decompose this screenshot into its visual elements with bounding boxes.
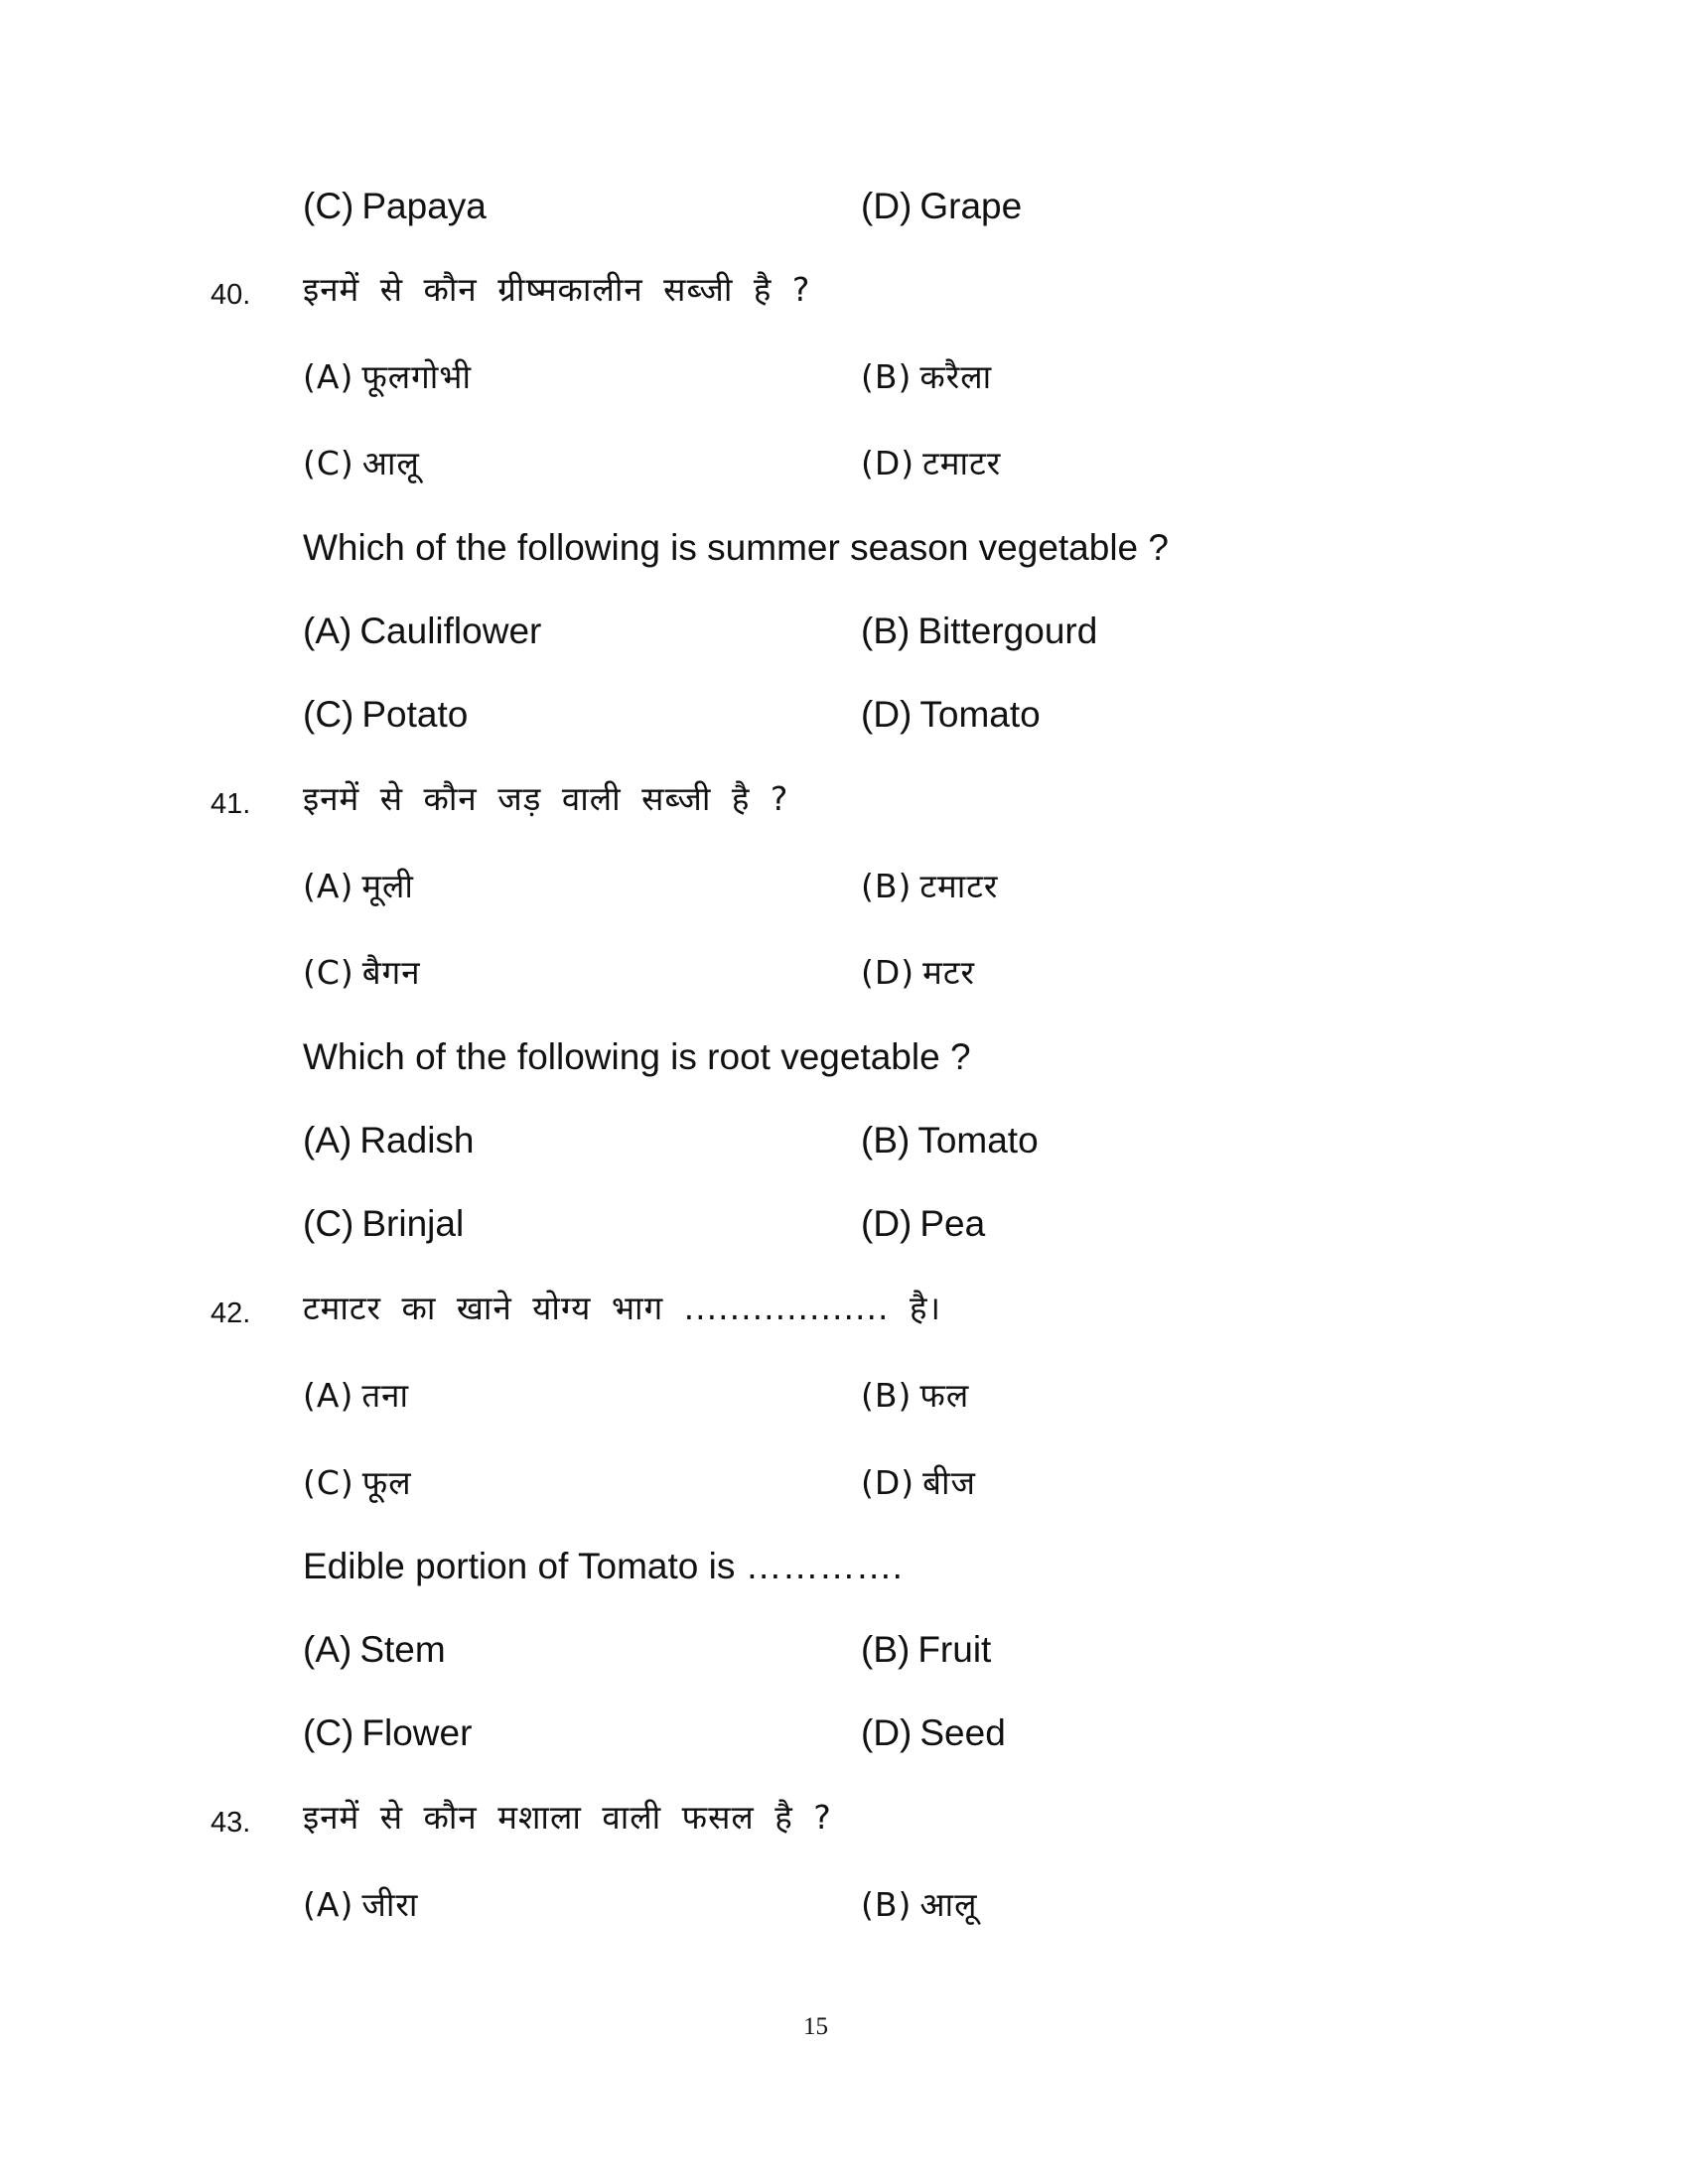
question-40-english: Which of the following is summer season vegetable ? <box>303 527 1169 568</box>
question-42-hindi: टमाटर का खाने योग्य भाग .................. है। <box>303 1289 941 1327</box>
q42-english-option-b: (B) Fruit <box>861 1629 992 1670</box>
q42-hindi-option-c: (C) फूल <box>303 1463 412 1502</box>
question-number: 43. <box>211 1807 251 1839</box>
option-label: (C) <box>303 186 354 226</box>
page-number: 15 <box>803 2013 828 2040</box>
q41-english-option-b: (B) Tomato <box>861 1120 1039 1160</box>
q39-option-d <box>861 185 1022 228</box>
q40-hindi-option-b: (B) करैला <box>861 357 993 396</box>
question-42-english: Edible portion of Tomato is …………. <box>303 1546 903 1586</box>
q41-hindi-option-d: (D) मटर <box>861 953 976 992</box>
q42-hindi-option-d: (D) बीज <box>861 1463 977 1502</box>
q40-hindi-option-d: (D) टमाटर <box>861 444 1002 482</box>
q40-english-option-b: (B) Bittergourd <box>861 611 1098 651</box>
question-41-hindi: इनमें से कौन जड़ वाली सब्जी है ? <box>303 779 789 818</box>
q42-english-option-d: (D) Seed <box>861 1712 1006 1753</box>
option-text: Grape <box>919 186 1023 226</box>
q41-hindi-option-b: (B) टमाटर <box>861 867 999 905</box>
question-43-hindi: इनमें से कौन मशाला वाली फसल है ? <box>303 1798 832 1837</box>
option-label: (D) <box>861 186 913 226</box>
q40-english-option-c: (C) Potato <box>303 694 469 735</box>
question-41-english: Which of the following is root vegetable ? <box>303 1036 971 1077</box>
q42-english-option-c: (C) Flower <box>303 1712 473 1753</box>
q42-english-option-a: (A) Stem <box>303 1629 446 1670</box>
q41-english-option-d: (D) Pea <box>861 1203 986 1244</box>
q43-hindi-option-a: (A) जीरा <box>303 1885 419 1924</box>
q41-english-option-c: (C) Brinjal <box>303 1203 465 1244</box>
q41-english-option-a: (A) Radish <box>303 1120 475 1160</box>
q43-hindi-option-b: (B) आलू <box>861 1885 978 1924</box>
q40-hindi-option-c: (C) आलू <box>303 444 420 482</box>
q40-english-option-a: (A) Cauliflower <box>303 611 542 651</box>
q40-english-option-d: (D) Tomato <box>861 694 1041 735</box>
question-number: 41. <box>211 788 251 820</box>
option-text: Papaya <box>361 186 487 226</box>
question-number: 42. <box>211 1297 251 1329</box>
q42-hindi-option-a: (A) तना <box>303 1376 410 1415</box>
q41-hindi-option-c: (C) बैगन <box>303 953 421 992</box>
q39-option-c <box>303 185 487 228</box>
q40-hindi-option-a: (A) फूलगोभी <box>303 357 473 396</box>
q42-hindi-option-b: (B) फल <box>861 1376 970 1415</box>
question-number: 40. <box>211 279 251 311</box>
question-40-hindi: इनमें से कौन ग्रीष्मकालीन सब्जी है ? <box>303 270 811 309</box>
q41-hindi-option-a: (A) मूली <box>303 867 414 905</box>
